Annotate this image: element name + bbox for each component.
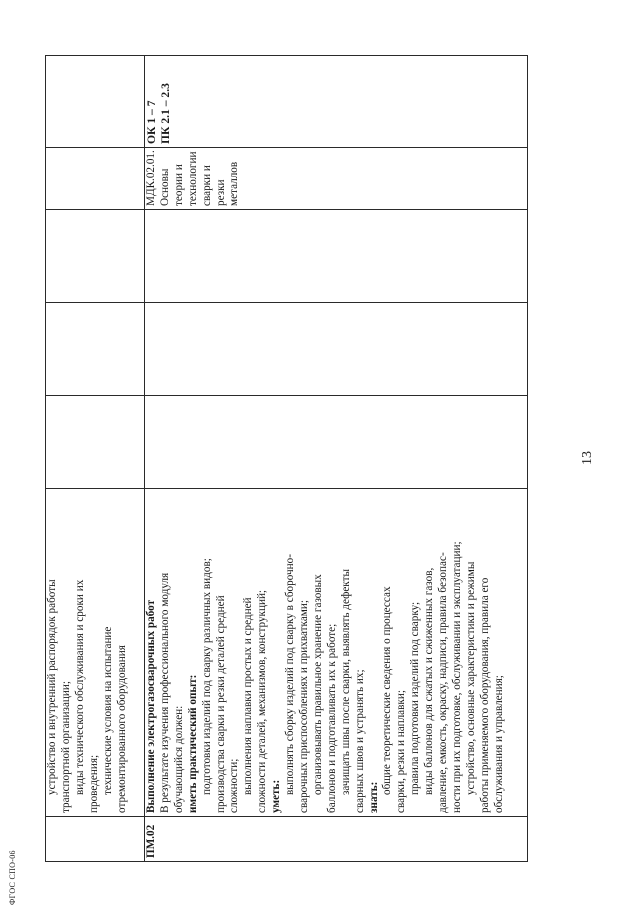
- text-line: давление, емкость, окраску, надписи, правила безопас-: [437, 552, 450, 813]
- text-line: проведения;: [87, 754, 100, 813]
- text-line: обучающийся должен:: [172, 705, 185, 813]
- empty-cell: [46, 210, 145, 303]
- text-line: производства сварки и резки деталей средней: [214, 595, 227, 813]
- skills-heading: уметь:: [270, 779, 283, 813]
- text-line: сварочных приспособлениях и прихватками;: [297, 600, 310, 813]
- text-line: подготовки изделий под сварку различных видов;: [200, 558, 213, 795]
- code-cell-empty: [46, 817, 145, 862]
- text-line: сварки, резки и наплавки;: [395, 690, 408, 813]
- footer-code: ФГОС СПО-06: [8, 850, 17, 905]
- content-cell-pm02: [145, 489, 528, 817]
- mdk-cell: [145, 148, 528, 210]
- content-cell-previous: [46, 489, 145, 817]
- module-title: Выполнение электрогазосварочных работ: [145, 599, 157, 813]
- text-line: правила подготовки изделий под сварку;: [409, 601, 422, 795]
- text-line: выполнения наплавки простых и средней: [242, 597, 255, 795]
- text-line: баллонов и подготавливать их к работе;: [325, 623, 338, 813]
- competencies-cell: [145, 56, 528, 148]
- table-row-pm02: [145, 56, 528, 862]
- text-line: работы применяемого оборудования, правила его: [478, 577, 491, 813]
- empty-cell: [145, 303, 528, 396]
- page-number: 13: [580, 451, 595, 465]
- text-line: ности при их подготовке, обслуживании и эксплуатации;: [450, 541, 463, 813]
- text-line: организовывать правильное хранение газовых: [311, 574, 324, 795]
- text-line: В результате изучения профессионального модуля: [158, 572, 171, 813]
- empty-cell: [46, 148, 145, 210]
- text-line: сложности деталей, механизмов, конструкций;: [256, 589, 269, 813]
- experience-heading: иметь практический опыт:: [186, 674, 199, 813]
- knowledge-heading: знать:: [367, 781, 380, 813]
- mdk-title: МДК.02.01. Основы теории и технологии сварки и резки металлов: [145, 150, 241, 206]
- text-line: отремонтированного оборудования: [115, 645, 128, 813]
- text-line: виды баллонов для сжатых и сжиженных газов,: [423, 567, 436, 795]
- text-line: транспортной организации;: [59, 681, 72, 813]
- text-line: выполнять сборку изделий под сварку в сборочно-: [284, 554, 297, 795]
- text-line: зачищать швы после сварки, выявлять дефекты: [339, 569, 352, 795]
- empty-cell: [46, 396, 145, 489]
- empty-cell: [145, 396, 528, 489]
- empty-cell: [46, 303, 145, 396]
- empty-cell: [145, 210, 528, 303]
- text-line: обслуживания и управления;: [492, 675, 505, 813]
- text-line: технические условия на испытание: [101, 626, 114, 795]
- table-row-previous: [46, 56, 145, 862]
- ok-competencies: ОК 1 – 7: [145, 100, 158, 144]
- empty-cell: [46, 56, 145, 148]
- pk-competencies: ПК 2.1 – 2.3: [158, 83, 172, 144]
- curriculum-table: [45, 55, 528, 862]
- text-line: сложности;: [228, 758, 241, 813]
- text-line: общие теоретические сведения о процессах: [381, 586, 394, 795]
- text-line: сварных швов и устранять их;: [353, 669, 366, 813]
- text-line: устройство, основные характеристики и режимы: [464, 561, 477, 795]
- module-code: ПМ.02: [145, 817, 528, 862]
- text-line: виды технического обслуживания и сроки их: [73, 579, 86, 795]
- text-line: устройство и внутренний распорядок работы: [46, 579, 58, 795]
